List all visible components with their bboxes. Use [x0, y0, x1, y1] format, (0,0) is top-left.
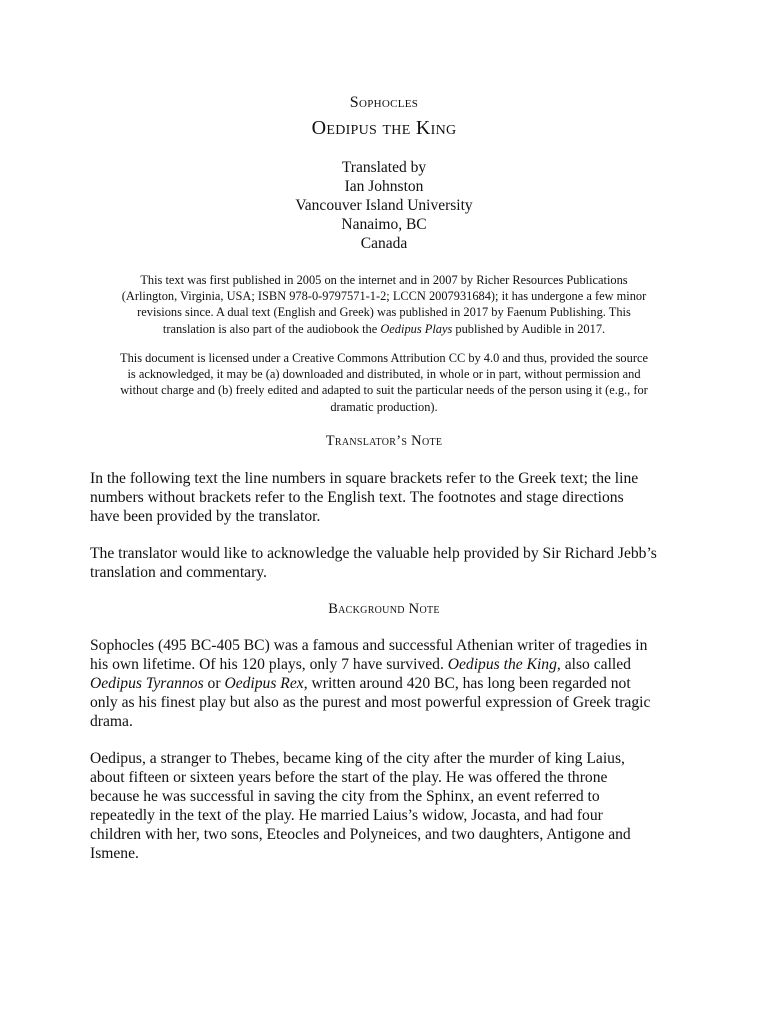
publication-line — [88, 321, 680, 337]
acknowledgement-paragraph — [90, 545, 690, 583]
paragraph-line: about fifteen or sixteen years before the start of the play. He was offered the throne — [90, 768, 608, 786]
translators-note-paragraph — [90, 470, 690, 527]
paragraph-text: or — [203, 674, 225, 692]
license-line: This document is licensed under a Creative Commons Attribution CC by 4.0 and thus, provided the source — [120, 351, 648, 365]
paragraph-line: The translator would like to acknowledge the valuable help provided by Sir Richard Jebb’s — [90, 545, 657, 562]
paragraph-line — [90, 656, 690, 675]
paragraph-line — [90, 675, 690, 694]
paragraph-line: repeatedly in the text of the play. He married Laius’s widow, Jocasta, and had four — [90, 806, 603, 824]
paragraph-line: drama. — [90, 712, 133, 730]
background-paragraph-1 — [90, 637, 690, 732]
translators-note-heading: Translator’s Note — [325, 433, 443, 449]
paragraph-line: because he was successful in saving the city from the Sphinx, an event referred to — [90, 787, 600, 805]
license-line: dramatic production). — [330, 399, 438, 414]
credit-line: Vancouver Island University — [295, 197, 473, 214]
publication-italic: Oedipus Plays — [380, 321, 453, 336]
publication-note — [88, 272, 680, 337]
paragraph-line: only as his finest play but also as the purest and most powerful expression of Greek tragic — [90, 693, 651, 711]
paragraph-line: Ismene. — [90, 844, 139, 862]
credit-line: Translated by — [341, 159, 427, 176]
play-title-italic: Oedipus the King — [447, 655, 557, 673]
paragraph-line: numbers without brackets refer to the English text. The footnotes and stage directions — [90, 488, 624, 506]
credit-line: Ian Johnston — [344, 178, 424, 195]
paragraph-line: In the following text the line numbers in square brackets refer to the Greek text; the line — [90, 470, 639, 487]
background-paragraph-2 — [90, 750, 690, 863]
paragraph-text: , also called — [556, 655, 631, 673]
publication-line: (Arlington, Virginia, USA; ISBN 978-0-9797571-1-2; LCCN 2007931684); it has undergone a few minor — [121, 289, 647, 304]
license-note — [88, 350, 680, 415]
publication-line: This text was first published in 2005 on the internet and in 2007 by Richer Resources Publications — [140, 273, 628, 287]
license-line: without charge and (b) freely edited and adapted to suit the particular needs of the person using it (e.g., for — [120, 383, 648, 398]
author-name: Sophocles — [349, 94, 419, 111]
play-title-italic: Oedipus Tyrannos — [90, 674, 204, 692]
paragraph-line: translation and commentary. — [90, 563, 267, 581]
paragraph-line: have been provided by the translator. — [90, 507, 321, 525]
paragraph-line: Oedipus, a stranger to Thebes, became king of the city after the murder of king Laius, — [90, 750, 625, 767]
publication-text: published by Audible in 2017. — [452, 321, 606, 336]
translator-credits — [0, 158, 768, 253]
paragraph-text: , written around 420 BC, has long been regarded not — [303, 674, 631, 692]
license-line: is acknowledged, it may be (a) downloaded and distributed, in whole or in part, without permission and — [127, 367, 641, 382]
paragraph-line: children with her, two sons, Eteocles and Polyneices, and two daughters, Antigone and — [90, 825, 631, 843]
credit-line: Canada — [360, 235, 408, 252]
paragraph-line: Sophocles (495 BC-405 BC) was a famous and successful Athenian writer of tragedies in — [90, 637, 648, 654]
publication-text: translation is also part of the audiobook the — [162, 321, 381, 336]
document-title: Oedipus the King — [311, 117, 457, 139]
play-title-italic: Oedipus Rex — [224, 674, 304, 692]
paragraph-text: his own lifetime. Of his 120 plays, only 7 have survived. — [90, 655, 448, 673]
publication-line: revisions since. A dual text (English and Greek) was published in 2017 by Faenum Publishing. This — [137, 305, 631, 320]
background-note-heading: Background Note — [328, 601, 440, 617]
credit-line: Nanaimo, BC — [341, 216, 427, 233]
